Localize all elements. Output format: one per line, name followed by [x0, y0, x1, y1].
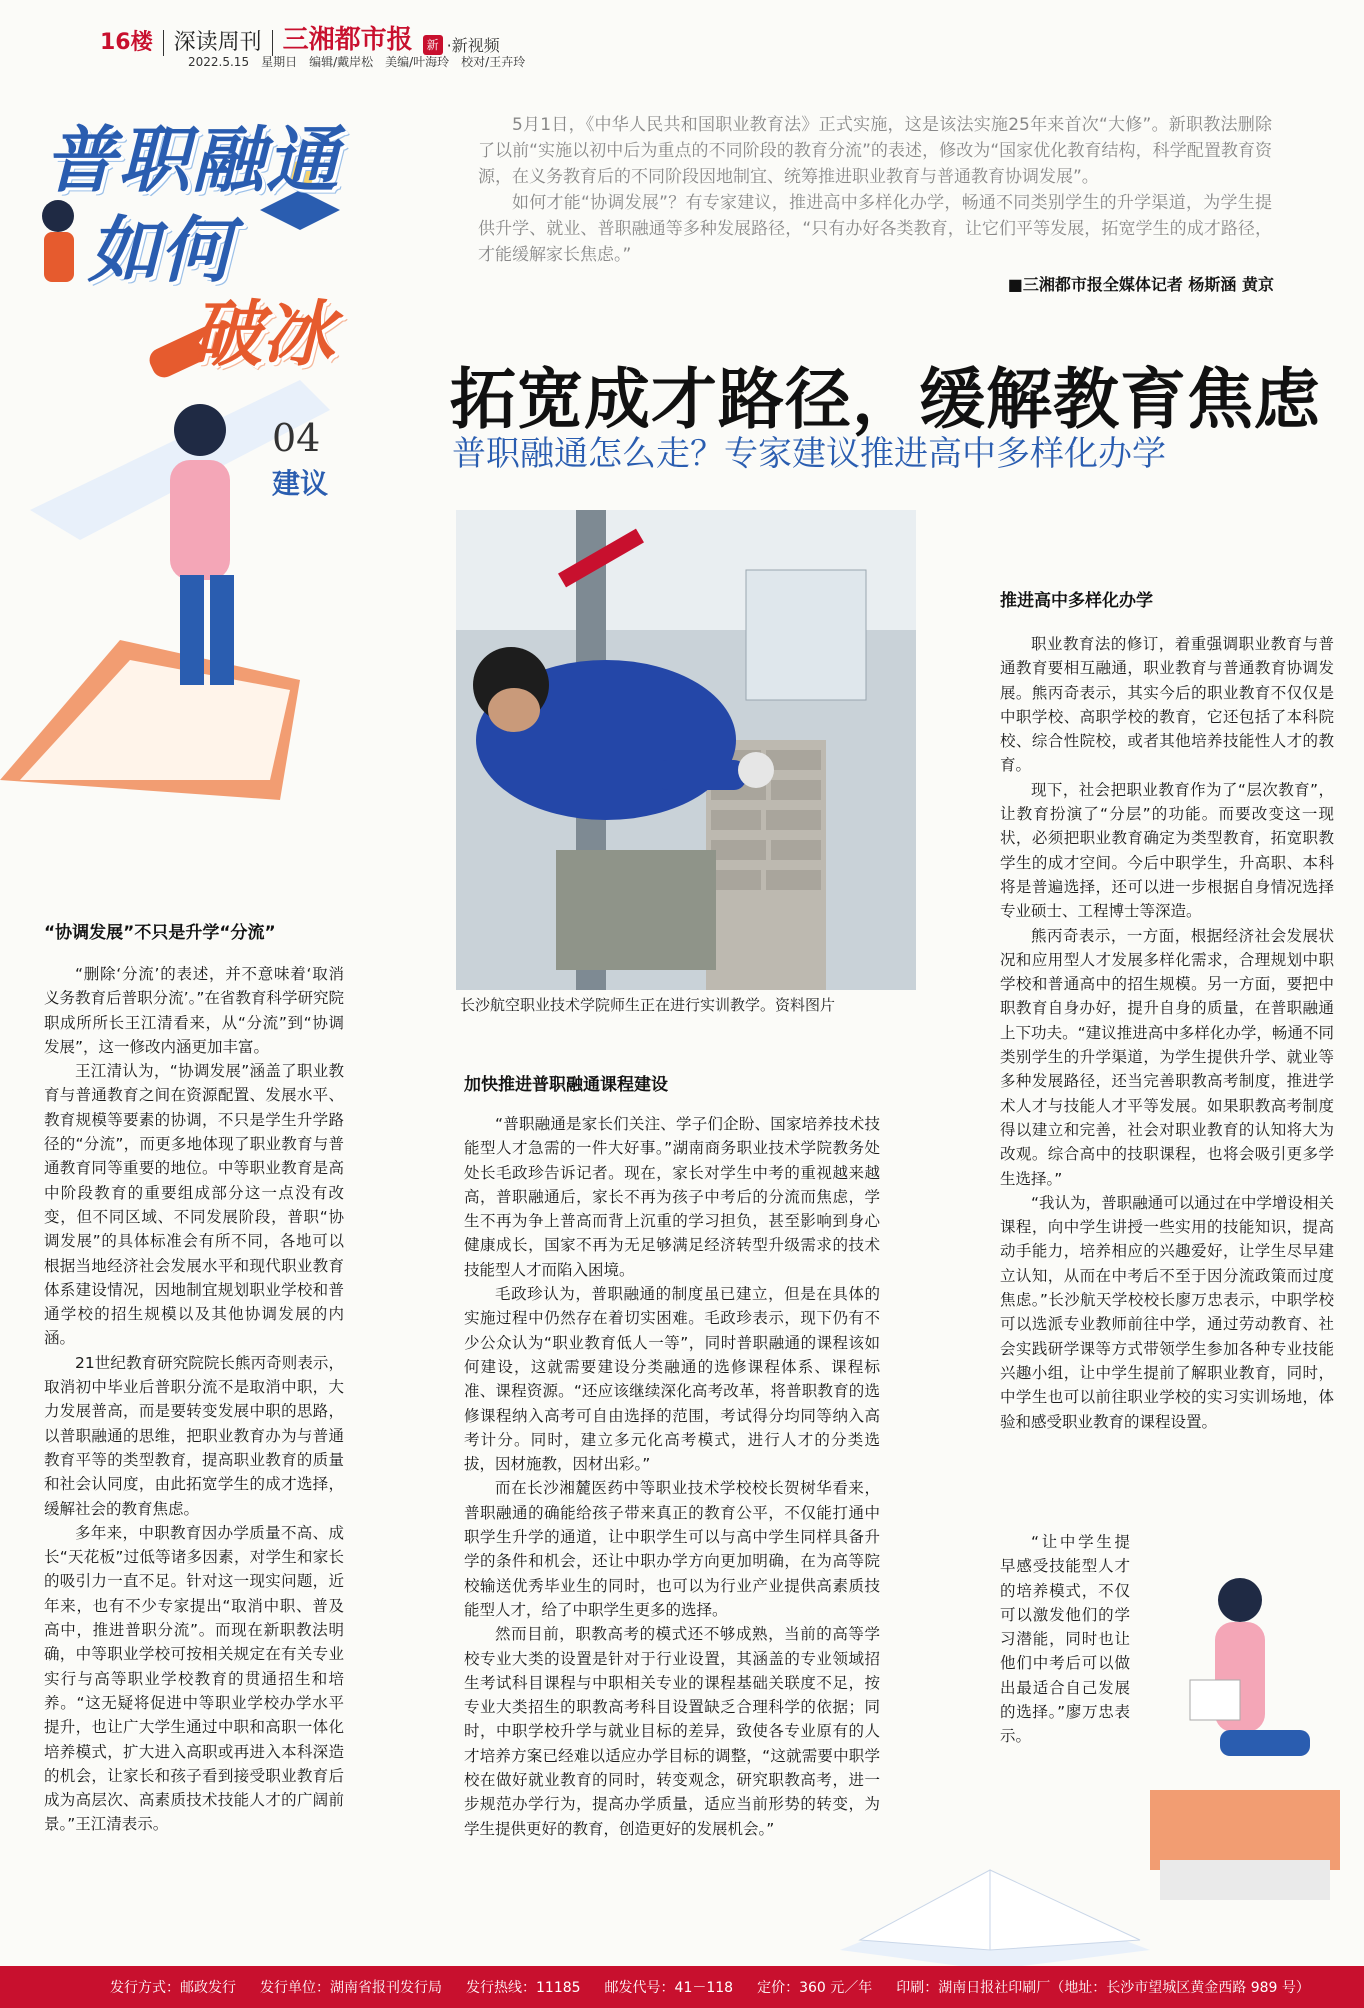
article-paragraph: 而在长沙湘麓医药中等职业技术学校校长贺树华看来，普职融通的确能给孩子带来真正的教育公平，不仅能打通中职学生升学的通道，让中职学生可以与高中学生同样具备升学的条件和机会，还让中职办学方向更加明确，在为高等院校输送优秀毕业生的同时，也可以为行业产业提供高素质技能型人才，给了中职学生更多的选择。: [464, 1479, 880, 1619]
app-name: ·新视频: [446, 36, 500, 55]
footer-postal-code: 邮发代号：41－118: [604, 1980, 734, 1996]
footer-price: 定价：360 元／年: [757, 1980, 873, 1996]
edition-credits: 2022.5.15 星期日 编辑/戴岸松 美编/叶海玲 校对/王卉玲: [188, 55, 526, 69]
glove-icon: [738, 752, 774, 788]
photo-illustration: [456, 510, 916, 990]
series-tag: 建议: [272, 467, 329, 500]
series-number: 04: [272, 416, 321, 460]
lead-paragraph-2: 如何才能“协调发展”？有专家建议，推进高中多样化办学，畅通不同类别学生的升学渠道，为学生提供升学、就业、普职融通等多种发展路径，“只有办好各类教育，让它们平等发展，拓宽学生的成才路径，才能缓解家长焦虑。”: [478, 193, 1272, 265]
article-paragraph: 职业教育法的修订，着重强调职业教育与普通教育要相互融通，职业教育与普通教育协调发展。熊丙奇表示，其实今后的职业教育不仅仅是中职学校、高职学校的教育，它还包括了本科院校、综合性院校，或者其他培养技能性人才的教育。: [1000, 635, 1334, 775]
photo-caption: 长沙航空职业技术学院师生正在进行实训教学。资料图片: [460, 996, 836, 1014]
series-title-line2: 如何: [88, 208, 233, 292]
publication-footer: [0, 1966, 1364, 2008]
article-paragraph: 王江清认为，“协调发展”涵盖了职业教育与普通教育之间在资源配置、发展水平、教育规模等要素的协调，不只是学生升学路径的“分流”，而更多地体现了职业教育与普通教育同等重要的地位。中等职业教育是高中阶段教育的重要组成部分这一点没有改变，但不同区域、不同发展阶段，普职“协调发展”的具体标准会有所不同，各地可以根据当地经济社会发展水平和现代职业教育体系建设情况，因地制宜规划职业学校和普通学校的招生规模以及其他协调发展的内涵。: [44, 1062, 344, 1348]
app-logo-icon: 新: [423, 35, 443, 55]
article-paragraph: “我认为，普职融通可以通过在中学增设相关课程，向中学生讲授一些实用的技能知识，提高动手能力，培养相应的兴趣爱好，让学生尽早建立认知，从而在中考后不至于因分流政策而过度焦虑。”长沙航天学校校长廖万忠表示，中职学校可以选派专业教师前往中学，通过劳动教育、社会实践研学课等方式带领学生参加各种专业技能兴趣小组，让中学生提前了解职业教育，同时，中学生也可以前往职业学校的实习实训场地，体验和感受职业教育的课程设置。: [1000, 1193, 1334, 1431]
article-paragraph: 多年来，中职教育因办学质量不高、成长“天花板”过低等诸多因素，对学生和家长的吸引力一直不足。针对这一现实问题，近年来，也有不少专家提出“取消中职、普及高中，推进普职分流”。而现在新职教法明确，中等职业学校可按相关规定在有关专业实行与高等职业学校教育的贯通招生和培养。“这无疑将促进中等职业学校办学水平提升，也让广大学生通过中职和高职一体化培养模式，扩大进入高职或再进入本科深造的机会，让家长和孩子看到接受职业教育后成为高层次、高素质技术技能人才的广阔前景。”王江清表示。: [44, 1523, 344, 1834]
divider: [163, 30, 164, 56]
article-photo: [456, 510, 916, 990]
column-2-body: [464, 1112, 880, 1841]
subheadline: 普职融通怎么走？专家建议推进高中多样化办学: [452, 434, 1166, 474]
footer-printer: 印刷：湖南日报社印刷厂（地址：长沙市望城区黄金西路 989 号）: [896, 1980, 1310, 1996]
article-paragraph: 然而目前，职教高考的模式还不够成熟，当前的高等学校专业大类的设置是针对于行业设置，其涵盖的专业领域招生考试科目课程与中职相关专业的课程基础关联度不足，按专业大类招生的职教高考科目设置缺乏合理科学的依据；同时，中职学校升学与就业目标的差异，致使各专业原有的人才培养方案已经难以适应办学目标的调整，“这就需要中职学校在做好就业教育的同时，转变观念，研究职教高考，进一步规范办学行为，提高办学质量，适应当前形势的转变，为学生提供更好的教育，创造更好的发展机会。”: [464, 1625, 880, 1838]
masthead: [100, 14, 500, 56]
column-1-body: [44, 962, 344, 1837]
series-title-line3: 破冰: [190, 292, 335, 376]
article-paragraph: 21世纪教育研究院院长熊丙奇则表示，取消初中毕业后普职分流不是取消中职，大力发展普高，而是要转变发展中职的思路，以普职融通的思维，把职业教育办为与普通教育平等的类型教育，提高职业教育的质量和社会认同度，由此拓宽学生的成才选择，缓解社会的教育焦虑。: [44, 1353, 344, 1518]
headline: 拓宽成才路径，缓解教育焦虑: [450, 361, 1321, 438]
column-3-tail: [1000, 1530, 1130, 1749]
byline: ■三湘都市报全媒体记者 杨斯涵 黄京: [1007, 275, 1274, 294]
lead-paragraph-1: 5月1日，《中华人民共和国职业教育法》正式实施，这是该法实施25年来首次“大修”。新职教法删除了以前“实施以初中后为重点的不同阶段的教育分流”的表述，修改为“国家优化教育结构，科学配置教育资源，在义务教育后的不同阶段因地制宜、统筹推进职业教育与普通教育协调发展”。: [478, 115, 1272, 187]
article-paragraph: “删除‘分流’的表述，并不意味着‘取消义务教育后普职分流’。”在省教育科学研究院职成所所长王江清看来，从“分流”到“协调发展”，这一修改内涵更加丰富。: [44, 965, 344, 1056]
lead-paragraphs: [478, 112, 1272, 268]
article-paragraph: 熊丙奇表示，一方面，根据经济社会发展状况和应用型人才发展多样化需求，合理规划中职学校和普通高中的招生规模。另一方面，要把中职教育自身办好，提升自身的质量，在普职融通上下功夫。“建议推进高中多样化办学，畅通不同类别学生的升学渠道，为学生提供升学、就业等多种发展路径，还当完善职教高考制度，推进学术人才与技能人才平等发展。如果职教高考制度得以建立和完善，社会对职业教育的认知将大为改观。综合高中的技职课程，也将会吸引更多学生选择。”: [1000, 926, 1334, 1188]
footer-distribution: 发行方式：邮政发行: [110, 1980, 236, 1996]
section-heading-curriculum: 加快推进普职融通课程建设: [464, 1075, 668, 1095]
page-floor: 16楼: [100, 30, 153, 55]
footer-publisher: 发行单位：湖南省报刊发行局: [260, 1980, 442, 1996]
section-name: 深读周刊: [173, 30, 262, 55]
series-title-line1: 普职融通: [44, 118, 341, 202]
article-paragraph: 现下，社会把职业教育作为了“层次教育”，让教育扮演了“分层”的功能。而要改变这一现状，必须把职业教育确定为类型教育，拓宽职教学生的成才空间。今后中职学生，升高职、本科将是普遍选择，还可以进一步根据自身情况选择专业硕士、工程博士等深造。: [1000, 780, 1334, 921]
column-3-body: [1000, 632, 1334, 1434]
open-book-icon: [1190, 1680, 1240, 1720]
student-illustration-icon: [170, 460, 230, 580]
brick-icon: [556, 850, 716, 970]
section-heading-coordinated-development: “协调发展”不只是升学“分流”: [44, 923, 276, 943]
article-paragraph: “普职融通是家长们关注、学子们企盼、国家培养技术技能型人才急需的一件大好事。”湖南商务职业技术学院教务处处长毛政珍告诉记者。现在，家长对学生中考的重视越来越高，普职融通后，家长不再为孩子中考后的分流而焦虑，学生不再为争上普高而背上沉重的学习担负，甚至影响到身心健康成长，国家不再为无足够满足经济转型升级需求的技术技能型人才而陷入困境。: [464, 1115, 880, 1279]
footer-hotline: 发行热线：11185: [466, 1980, 581, 1996]
newspaper-name: 三湘都市报: [282, 25, 413, 55]
article-paragraph: 毛政珍认为，普职融通的制度虽已建立，但是在具体的实施过程中仍然存在着切实困难。毛政珍表示，现下仍有不少公众认为“职业教育低人一等”，同时普职融通的课程该如何建设，这就需要建设分类融通的选修课程体系、课程标准、课程资源。“还应该继续深化高考改革，将普职教育的选修课程纳入高考可自由选择的范围，考试得分均同等纳入高考计分。同时，建立多元化高考模式，进行人才的分类选拔，因材施教，因材出彩。”: [464, 1285, 880, 1474]
section-heading-diversified-high-school: 推进高中多样化办学: [1000, 591, 1153, 611]
article-paragraph: “让中学生提早感受技能型人才的培养模式，不仅可以激发他们的学习潜能，同时也让他们中考后可以做出最适合自己发展的选择。”廖万忠表示。: [1000, 1533, 1130, 1746]
